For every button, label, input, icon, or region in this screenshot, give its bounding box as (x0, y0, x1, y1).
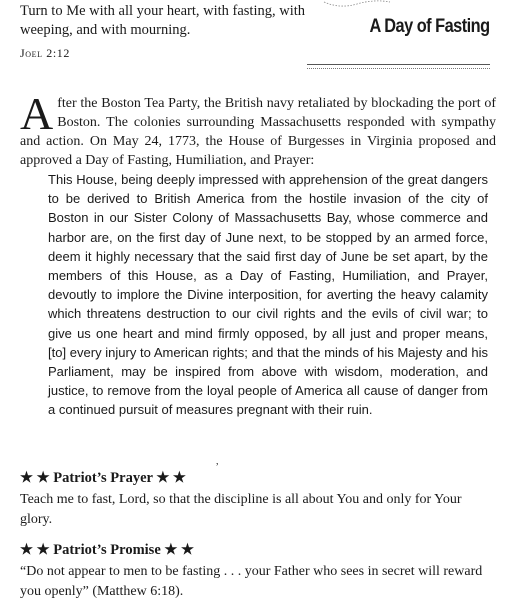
patriots-promise-text: “Do not appear to men to be fasting . . . your Father who sees in secret will reward you openly” (Matthew 6:18). (20, 564, 483, 599)
epigraph-verse: Turn to Me with all your heart, with fasting, with weeping, and with mourning. (20, 3, 306, 38)
patriots-prayer-text: Teach me to fast, Lord, so that the discipline is all about You and only for Your glory. (20, 492, 462, 527)
drop-cap: A (20, 88, 54, 139)
title-flourish-ornament (322, 0, 392, 8)
page-title: A Day of Fasting (369, 16, 490, 37)
intro-text: fter the Boston Tea Party, the British navy retaliated by blockading the port of Boston. The colonies surrounding Massachusetts responded with sympathy and action. On May 24, 1773, the House of Burgesses in Virginia proposed and approved a Day of Fasting, Humiliation, and Prayer: (20, 96, 496, 168)
stray-mark: , (216, 456, 219, 467)
epigraph-reference: Joel 2:12 (20, 46, 70, 60)
patriots-prayer-heading: ★ ★ Patriot’s Prayer ★ ★ (20, 470, 186, 486)
patriots-promise-heading: ★ ★ Patriot’s Promise ★ ★ (20, 542, 194, 558)
intro-paragraph (20, 88, 496, 170)
title-divider (307, 64, 490, 69)
resolution-quote: This House, being deeply impressed with apprehension of the great dangers to be derived to British America from the hostile invasion of the city of Boston in our Sister Colony of Massachusetts Bay, whose commerce and harbor are, on the first day of June next, to be stopped by an armed force, deem it highly necessary that the said first day of June be set apart, by the members of this House, as a Day of Fasting, Humiliation, and Prayer, devoutly to implore the Divine interposition, for averting the heavy calamity which threatens destruction to our civil rights and the evils of civil war; to give us one heart and mind firmly opposed, by all just and proper means, [to] every injury to American rights; and that the minds of his Majesty and his Parliament, may be inspired from above with wisdom, moderation, and justice, to remove from the loyal people of America all cause of danger from a continued pursuit of measures pregnant with their ruin. (48, 172, 488, 418)
